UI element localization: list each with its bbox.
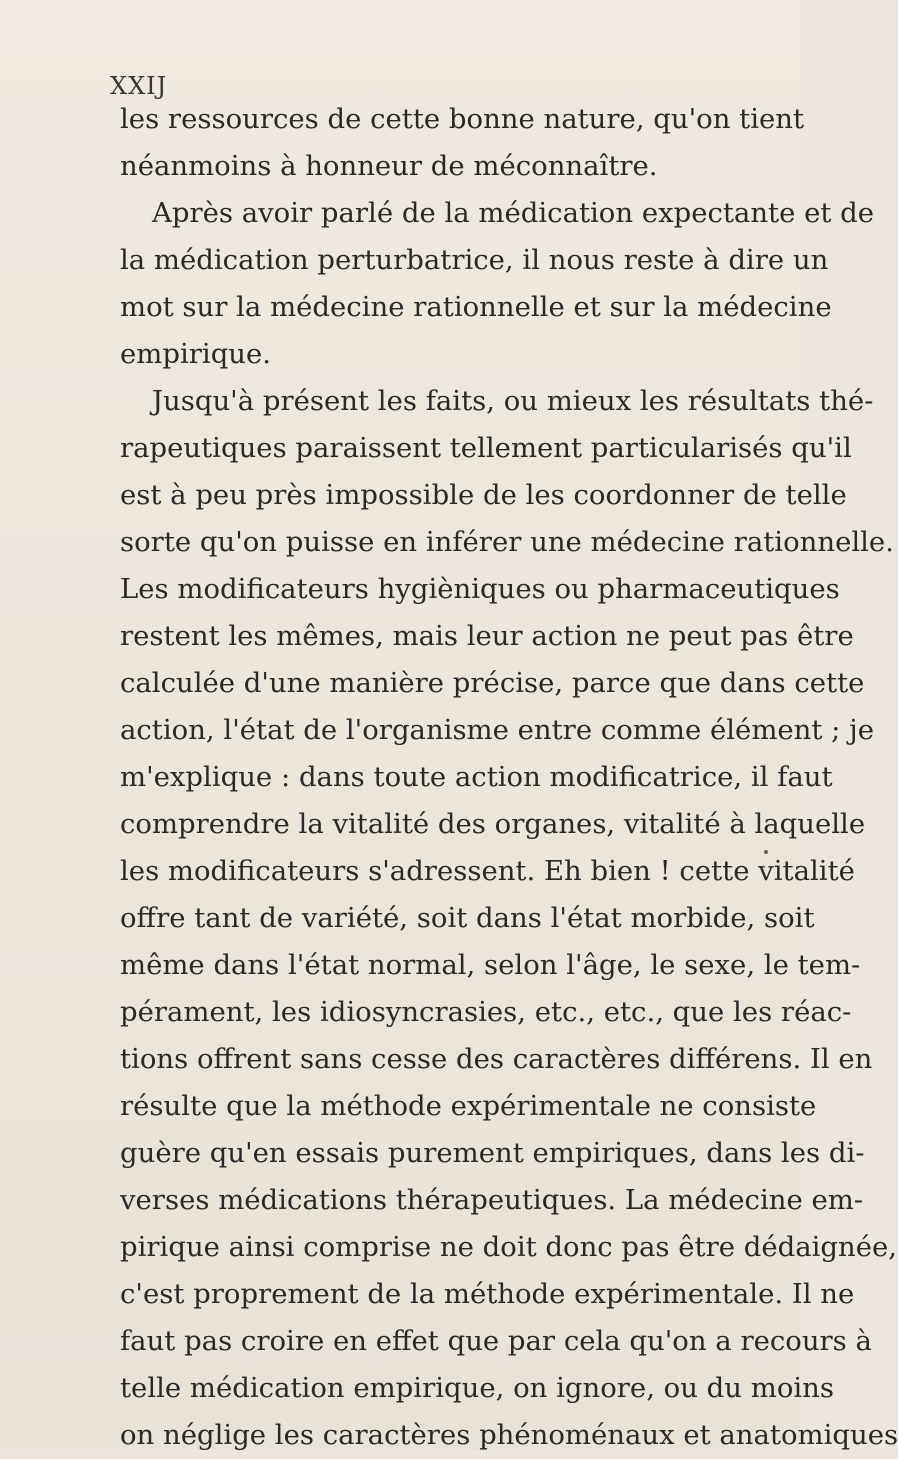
text-line: sorte qu'on puisse en inférer une médecine rationnelle. — [120, 526, 894, 558]
page-number: XXIJ — [110, 72, 168, 100]
body-text — [120, 96, 898, 1459]
text-line: faut pas croire en effet que par cela qu'on a recours à — [120, 1325, 872, 1357]
text-line: empirique. — [120, 338, 272, 370]
text-line: pirique ainsi comprise ne doit donc pas être dédaignée, — [120, 1231, 898, 1263]
text-line: comprendre la vitalité des organes, vitalité à laquelle — [120, 808, 866, 840]
text-line: néanmoins à honneur de méconnaître. — [120, 150, 658, 182]
text-line: restent les mêmes, mais leur action ne peut pas être — [120, 620, 854, 652]
text-line: est à peu près impossible de les coordonner de telle — [120, 479, 847, 511]
text-line: m'explique : dans toute action modificatrice, il faut — [120, 761, 833, 793]
text-line: Après avoir parlé de la médication expectante et de — [152, 197, 875, 229]
text-line: tions offrent sans cesse des caractères différens. Il en — [120, 1043, 873, 1075]
text-line: guère qu'en essais purement empiriques, dans les di- — [120, 1137, 865, 1169]
paper-speck — [764, 850, 768, 854]
text-line: la médication perturbatrice, il nous reste à dire un — [120, 244, 829, 276]
text-line: on néglige les caractères phénoménaux et anatomiques — [120, 1419, 898, 1451]
text-line: mot sur la médecine rationnelle et sur la médecine — [120, 291, 832, 323]
text-line: c'est proprement de la méthode expérimentale. Il ne — [120, 1278, 855, 1310]
text-line: les ressources de cette bonne nature, qu'on tient — [120, 103, 805, 135]
text-line: résulte que la méthode expérimentale ne consiste — [120, 1090, 817, 1122]
text-line: offre tant de variété, soit dans l'état morbide, soit — [120, 902, 815, 934]
text-line: même dans l'état normal, selon l'âge, le sexe, le tem- — [120, 949, 861, 981]
text-line: telle médication empirique, on ignore, ou du moins — [120, 1372, 834, 1404]
text-line: les modificateurs s'adressent. Eh bien ! cette vitalité — [120, 855, 855, 887]
text-line: rapeutiques paraissent tellement particularisés qu'il — [120, 432, 852, 464]
text-line: verses médications thérapeutiques. La médecine em- — [120, 1184, 864, 1216]
text-line: Les modificateurs hygièniques ou pharmaceutiques — [120, 573, 840, 605]
text-line: pérament, les idiosyncrasies, etc., etc., que les réac- — [120, 996, 852, 1028]
text-line: calculée d'une manière précise, parce que dans cette — [120, 667, 865, 699]
text-line: action, l'état de l'organisme entre comme élément ; je — [120, 714, 874, 746]
text-line: Jusqu'à présent les faits, ou mieux les résultats thé- — [152, 385, 874, 417]
